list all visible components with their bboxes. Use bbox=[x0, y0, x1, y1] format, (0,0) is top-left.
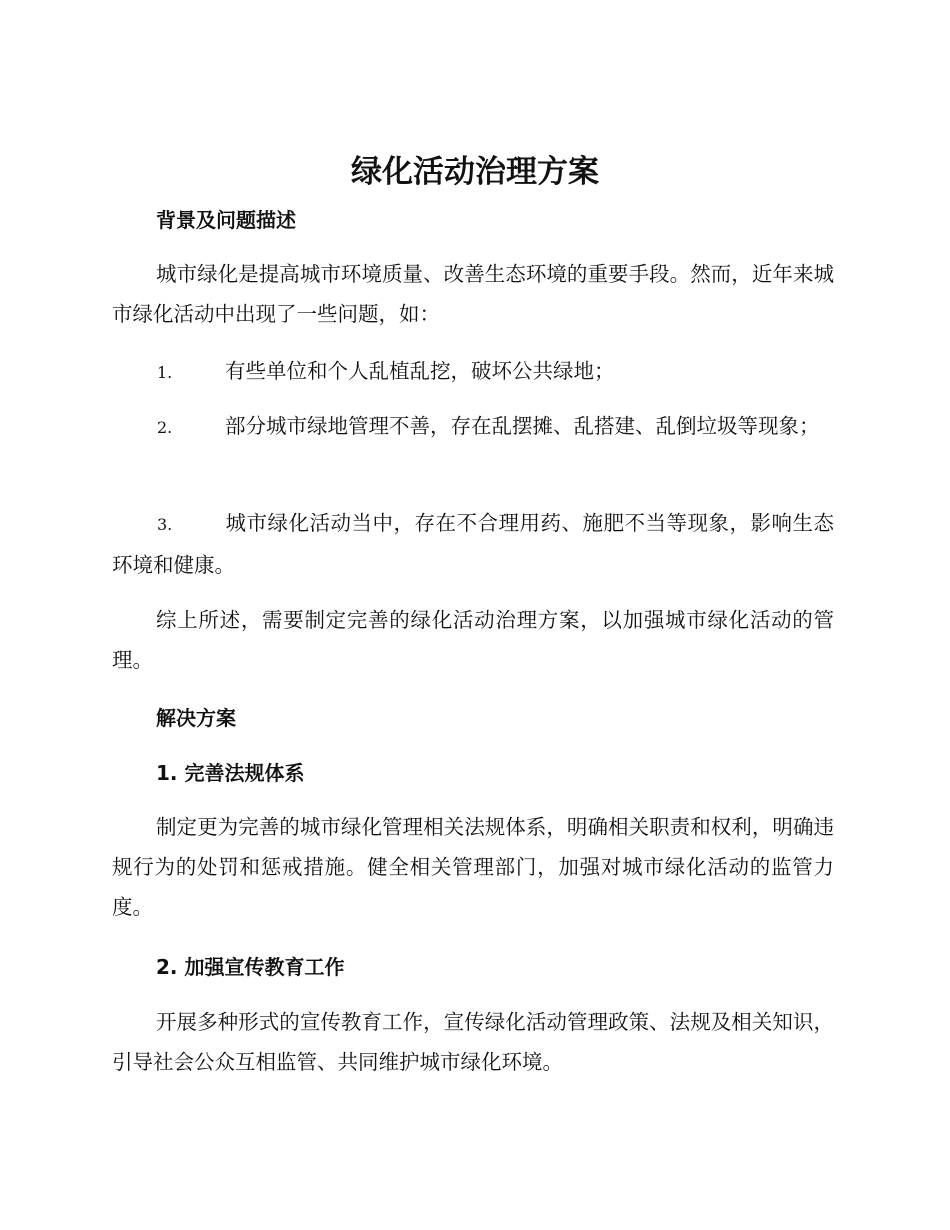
list-item-text: 部分城市绿地管理不善，存在乱摆摊、乱搭建、乱倒垃圾等现象； bbox=[225, 414, 820, 438]
solution-item-body-2: 开展多种形式的宣传教育工作，宣传绿化活动管理政策、法规及相关知识，引导社会公众互相监管、共同维护城市绿化环境。 bbox=[112, 1010, 834, 1074]
background-summary-paragraph: 综上所述，需要制定完善的绿化活动治理方案，以加强城市绿化活动的管理。 bbox=[112, 608, 834, 672]
list-item-text: 城市绿化活动当中，存在不合理用药、施肥不当等现象，影响生态环境和健康。 bbox=[112, 511, 834, 577]
list-item-text: 有些单位和个人乱植乱挖，破坏公共绿地； bbox=[225, 359, 615, 383]
problem-list-item bbox=[112, 351, 834, 393]
background-intro-paragraph: 城市绿化是提高城市环境质量、改善生态环境的重要手段。然而，近年来城市绿化活动中出现了一些问题，如： bbox=[112, 262, 834, 326]
problem-list-item bbox=[112, 503, 834, 585]
problem-list-item bbox=[112, 406, 834, 448]
list-number: 1. bbox=[157, 363, 173, 382]
solution-item-heading-1: 1. 完善法规体系 bbox=[156, 761, 305, 785]
document-title: 绿化活动治理方案 bbox=[351, 154, 599, 190]
solution-item-heading-2: 2. 加强宣传教育工作 bbox=[156, 955, 345, 979]
list-number: 2. bbox=[157, 418, 173, 437]
section-heading-solution: 解决方案 bbox=[156, 706, 236, 730]
solution-item-body-1: 制定更为完善的城市绿化管理相关法规体系，明确相关职责和权利，明确违规行为的处罚和惩戒措施。健全相关管理部门，加强对城市绿化活动的监管力度。 bbox=[112, 815, 834, 919]
list-number: 3. bbox=[157, 515, 173, 534]
section-heading-background: 背景及问题描述 bbox=[156, 208, 296, 232]
